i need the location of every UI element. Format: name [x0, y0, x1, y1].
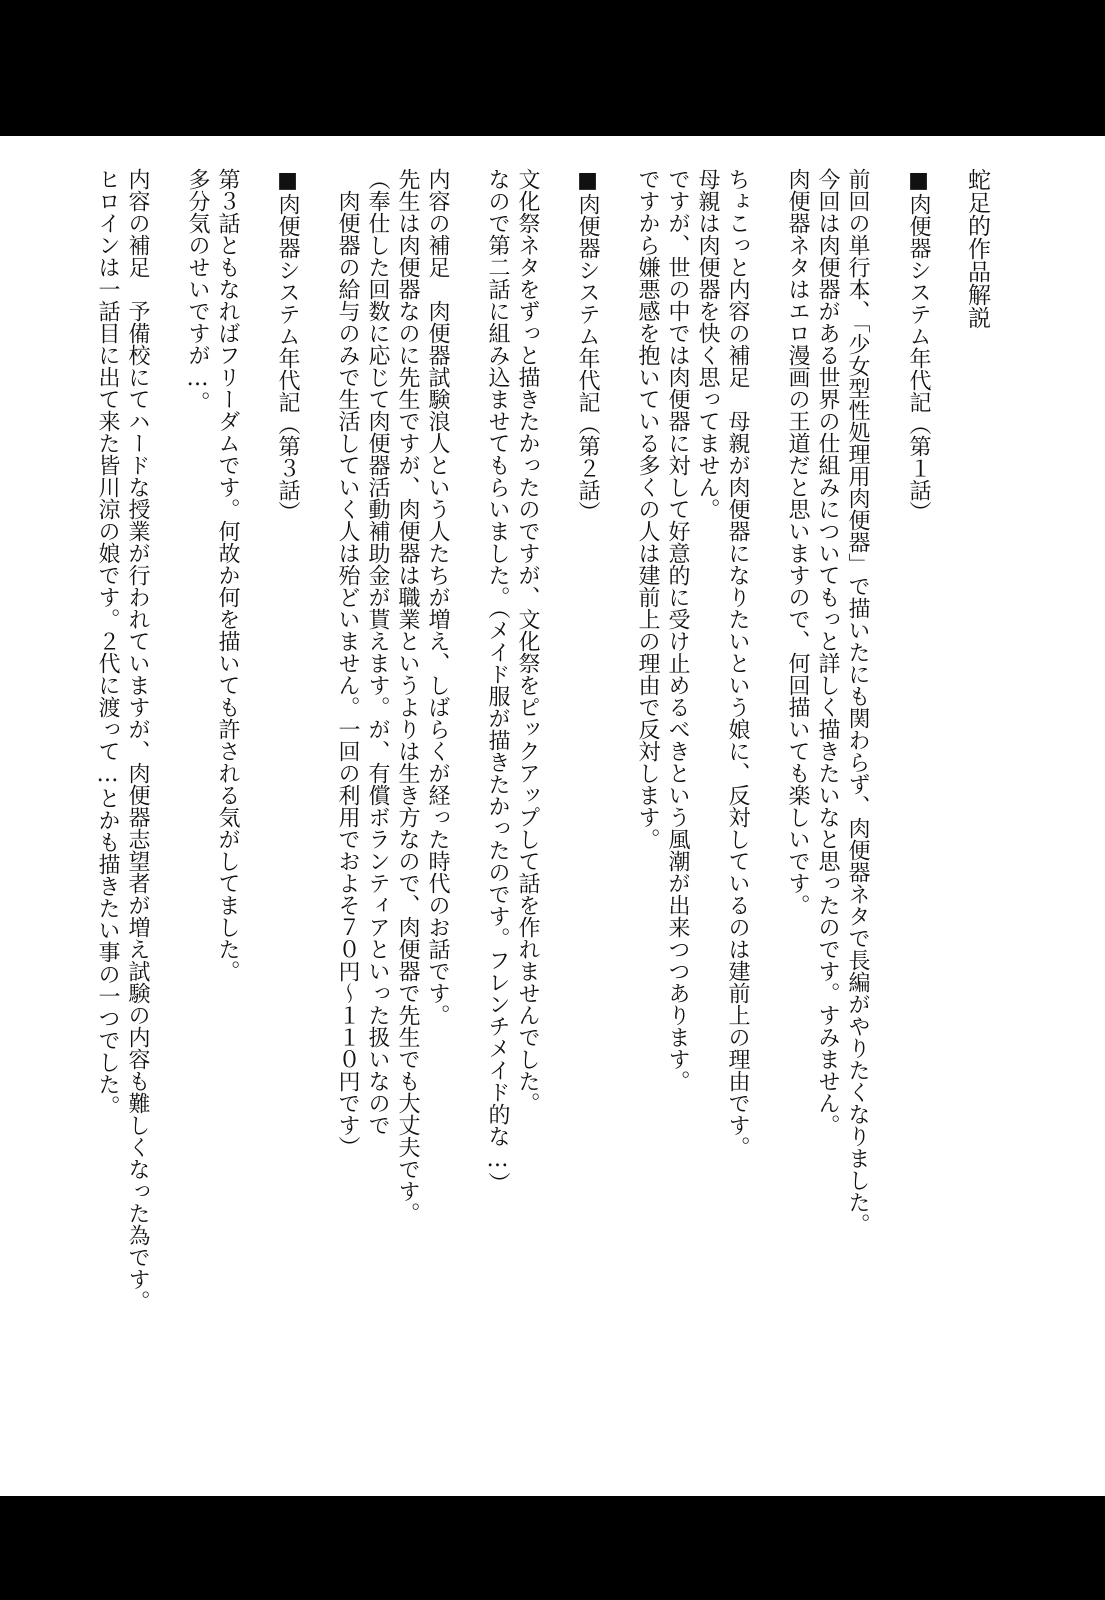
- section-1-line-7: ですが、世の中では肉便器に対して好意的に受け止めるべきという風潮が出来つつあります。: [665, 168, 690, 1092]
- section-1-line-6: 母親は肉便器を快く思ってません。: [695, 168, 720, 520]
- section-2-line-5: 先生は肉便器なのに先生ですが、肉便器は職業というよりは生き方なので、肉便器で先生でも大丈夫です。: [395, 168, 420, 1224]
- section-1-line-1: 前回の単行本、「少女型性処理用肉便器」で描いたにも関わらず、肉便器ネタで長編がやりたくなりました。: [845, 168, 870, 1235]
- section-3-line-5: ヒロインは一話目に出て来た皆川涼の娘です。２代に渡って…とかも描きたい事の一つでした。: [95, 168, 120, 1117]
- section-1-line-5: ちょこっと内容の補足 母親が肉便器になりたいという娘に、反対しているのは建前上の理由です。: [725, 168, 750, 1158]
- section-1-heading: ■肉便器システム年代記（第１話）: [906, 168, 931, 523]
- section-2-line-7: 肉便器の給与のみで生活していく人は殆どいません。一回の利用でおよそ７０円～１１０円です）: [335, 168, 360, 1158]
- section-2-line-2: なので第二話に組み込ませてもらいました。（メイド服が描きたかったのです。フレンチメイド的な…）: [485, 168, 510, 1194]
- section-2-line-1: 文化祭ネタをずっと描きたかったのですが、文化祭をピックアップして話を作れませんでした。: [515, 168, 540, 1114]
- section-3-line-2: 多分気のせいですが…。: [185, 168, 210, 413]
- section-3-heading: ■肉便器システム年代記（第３話）: [275, 168, 300, 523]
- top-black-bar: [0, 0, 1105, 136]
- page-title: 蛇足的作品解説: [964, 168, 990, 329]
- section-2-heading: ■肉便器システム年代記（第２話）: [575, 168, 600, 523]
- section-2-line-6: （奉仕した回数に応じて肉便器活動補助金が貰えます。が、有償ボランティアといった扱いなので: [365, 168, 390, 1136]
- section-3-line-1: 第３話ともなればフリーダムです。何故か何を描いても許される気がしてました。: [215, 168, 240, 982]
- bottom-black-bar: [0, 1496, 1105, 1600]
- section-1-line-8: ですから嫌悪感を抱いている多くの人は建前上の理由で反対します。: [635, 168, 660, 850]
- section-2-line-4: 内容の補足 肉便器試験浪人という人たちが増え、しばらくが経った時代のお話です。: [425, 168, 450, 1026]
- section-1-line-2: 今回は肉便器がある世界の仕組みについてもっと詳しく描きたいなと思ったのです。すみません。: [815, 168, 840, 1136]
- section-3-line-4: 内容の補足 予備校にてハードな授業が行われていますが、肉便器志望者が増え試験の内容も難しくなった為です。: [125, 168, 150, 1312]
- section-1-line-3: 肉便器ネタはエロ漫画の王道だと思いますので、何回描いても楽しいです。: [785, 168, 810, 916]
